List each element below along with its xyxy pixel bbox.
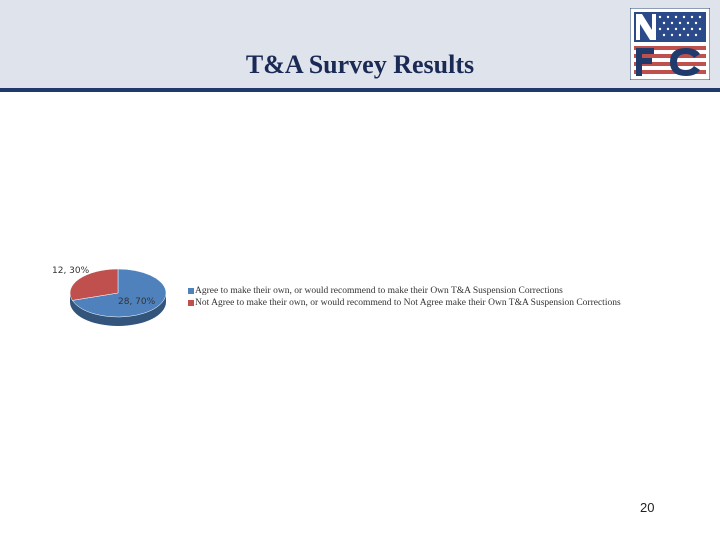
legend-label-agree: Agree to make their own, or would recommend to make their Own T&A Suspension Corrections — [195, 286, 563, 296]
chart-legend — [188, 285, 621, 309]
slide-title: T&A Survey Results — [245, 50, 475, 79]
page-number: 20 — [640, 500, 655, 515]
legend-label-not-agree: Not Agree to make their own, or would recommend to Not Agree make their Own T&A Suspension Corrections — [195, 298, 621, 308]
legend-swatch-not-agree — [188, 300, 194, 306]
data-label-agree: 28, 70% — [118, 297, 156, 307]
data-label-not-agree: 12, 30% — [52, 266, 90, 276]
legend-item-agree — [188, 285, 621, 297]
nfc-logo — [630, 8, 710, 80]
legend-swatch-agree — [188, 288, 194, 294]
pie-chart — [0, 255, 180, 345]
legend-item-not-agree — [188, 297, 621, 309]
header-divider — [0, 88, 720, 92]
